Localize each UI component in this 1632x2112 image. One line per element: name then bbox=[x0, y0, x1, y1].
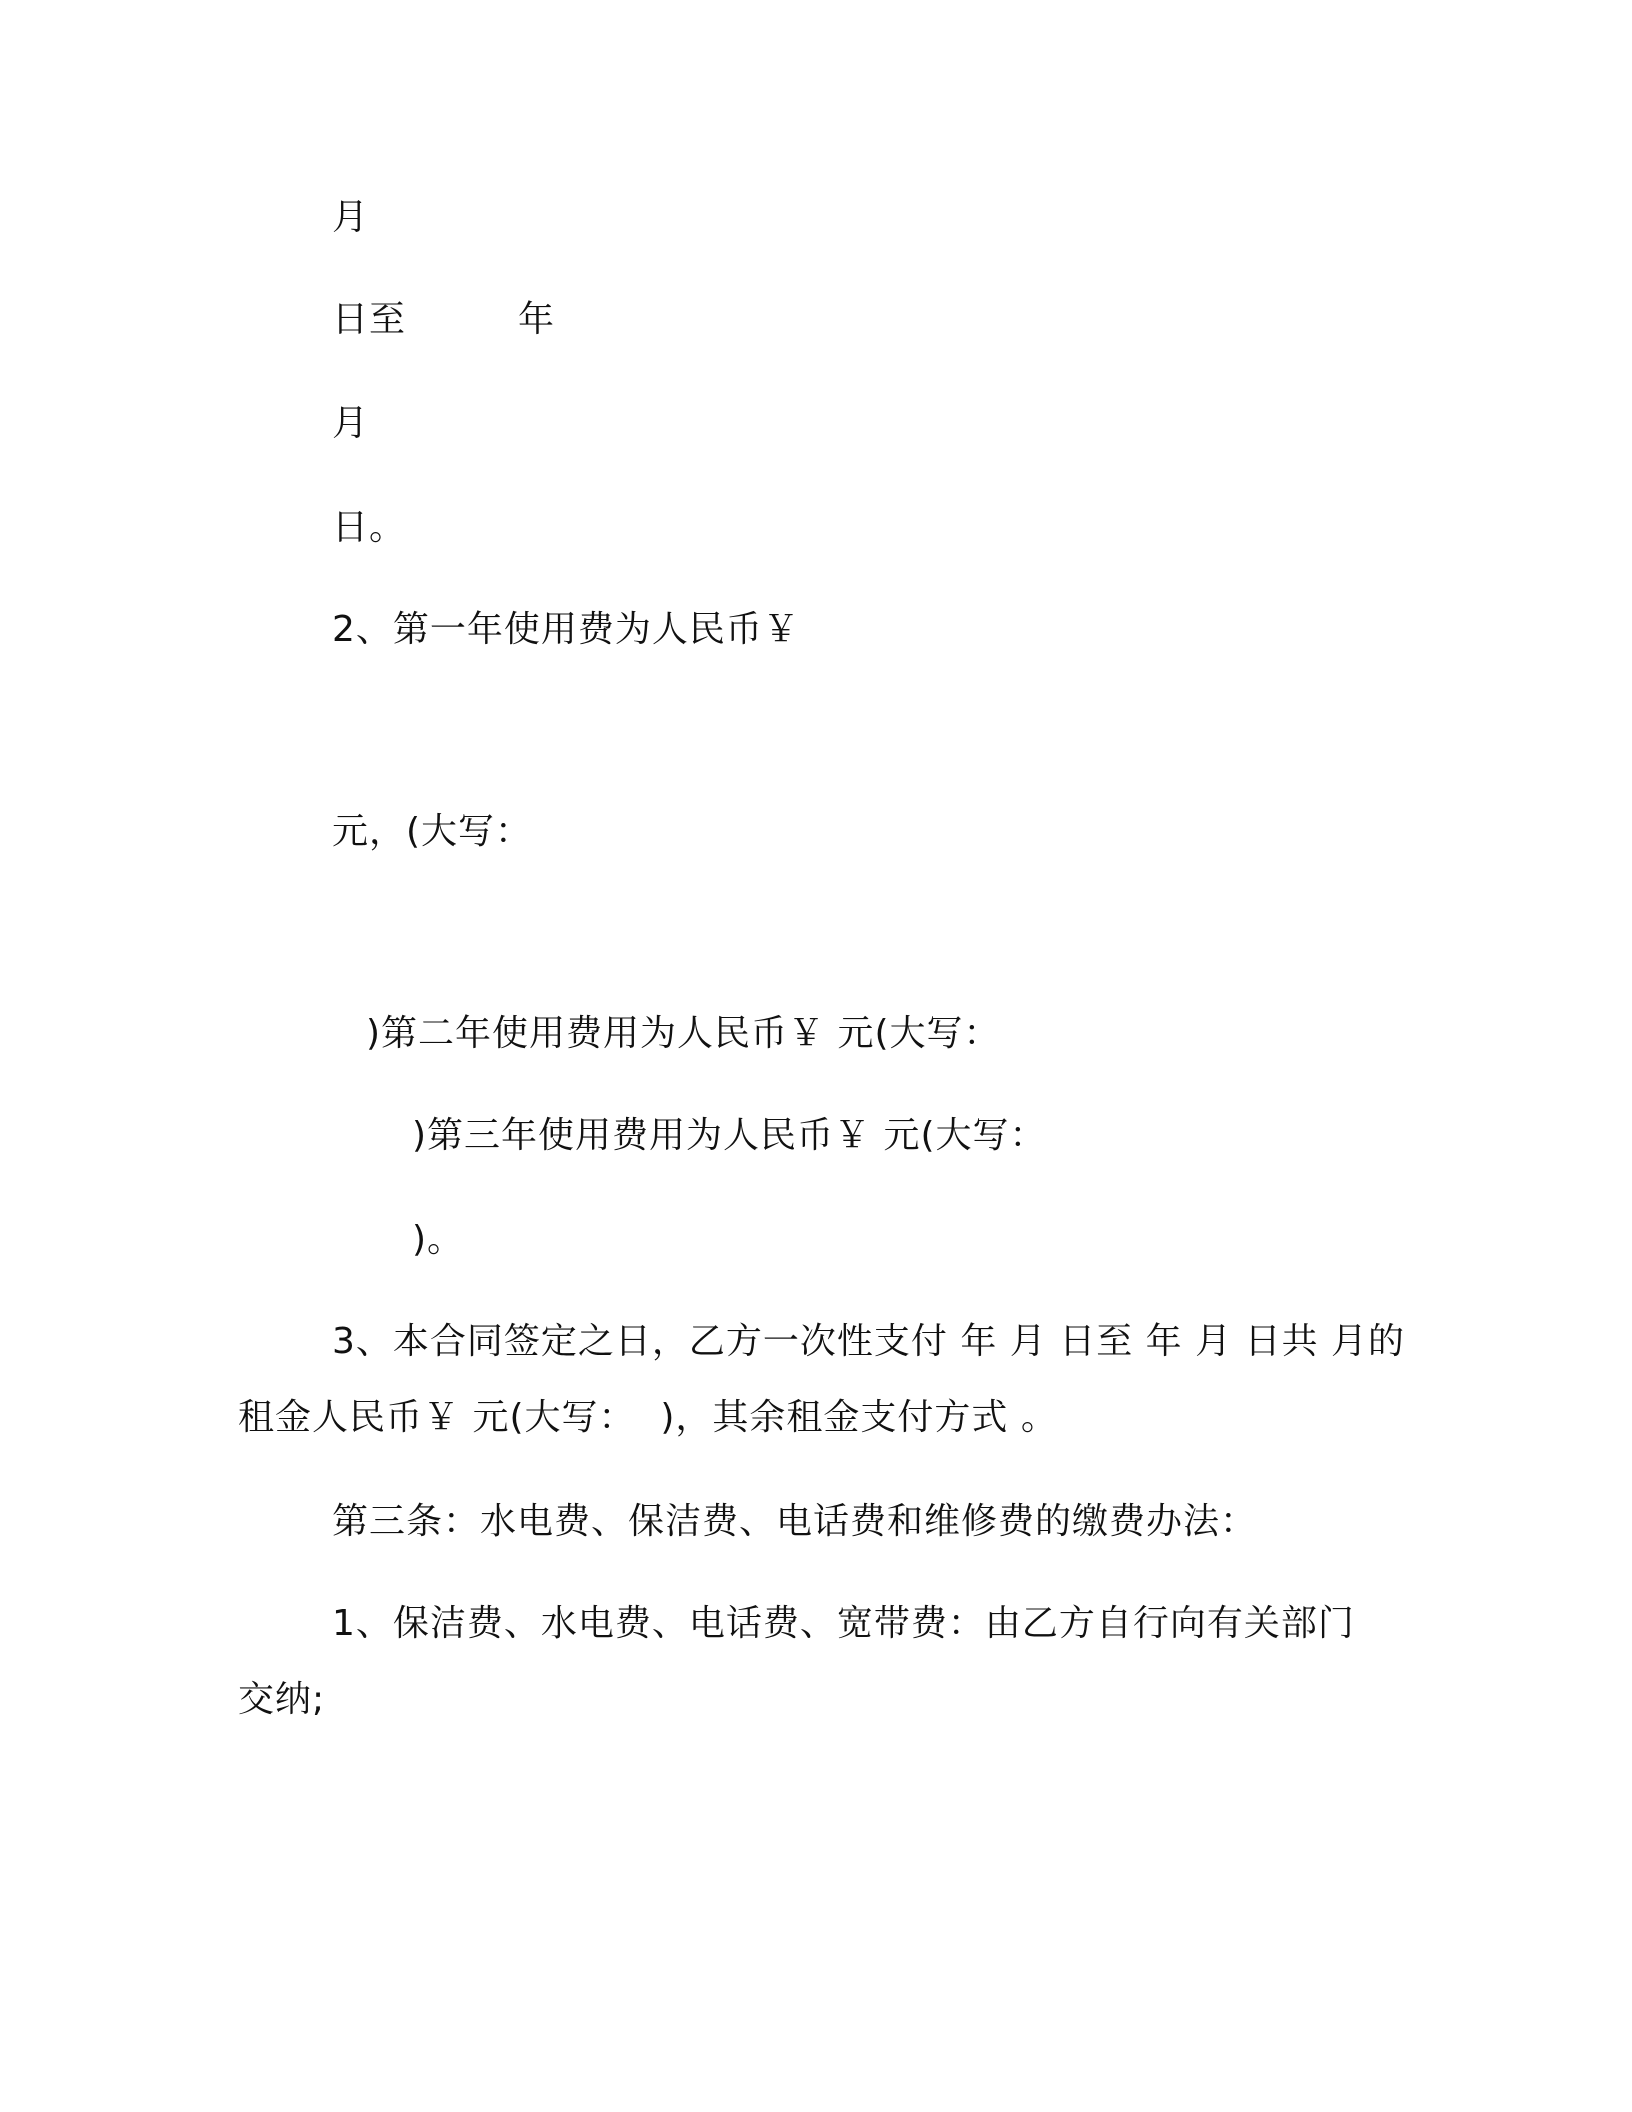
text-line-item-1-a: 1、保洁费、水电费、电话费、宽带费：由乙方自行向有关部门 bbox=[332, 1603, 1355, 1644]
text-line-item-1-b: 交纳; bbox=[238, 1679, 326, 1720]
text-line-third-year-fee: )第三年使用费用为人民币￥ 元(大写： bbox=[412, 1115, 1047, 1156]
text-line-clause-3-a: 3、本合同签定之日，乙方一次性支付 年 月 日至 年 月 日共 月的 bbox=[332, 1321, 1406, 1362]
text-line-day-to-year: 日至 年 bbox=[332, 299, 555, 340]
text-line-month-2: 月 bbox=[332, 403, 370, 444]
text-line-article-3-heading: 第三条：水电费、保洁费、电话费和维修费的缴费办法： bbox=[332, 1501, 1258, 1542]
text-line-close-paren: )。 bbox=[412, 1219, 465, 1260]
text-line-yuan-daxie: 元，(大写： bbox=[332, 811, 533, 852]
text-line-clause-3-b: 租金人民币￥ 元(大写： )，其余租金支付方式 。 bbox=[238, 1397, 1058, 1438]
text-line-first-year-fee: 2、第一年使用费为人民币￥ bbox=[332, 609, 800, 650]
text-line-second-year-fee: )第二年使用费用为人民币￥ 元(大写： bbox=[366, 1013, 1001, 1054]
text-line-day-end: 日。 bbox=[332, 507, 407, 548]
text-line-month: 月 bbox=[332, 197, 370, 238]
